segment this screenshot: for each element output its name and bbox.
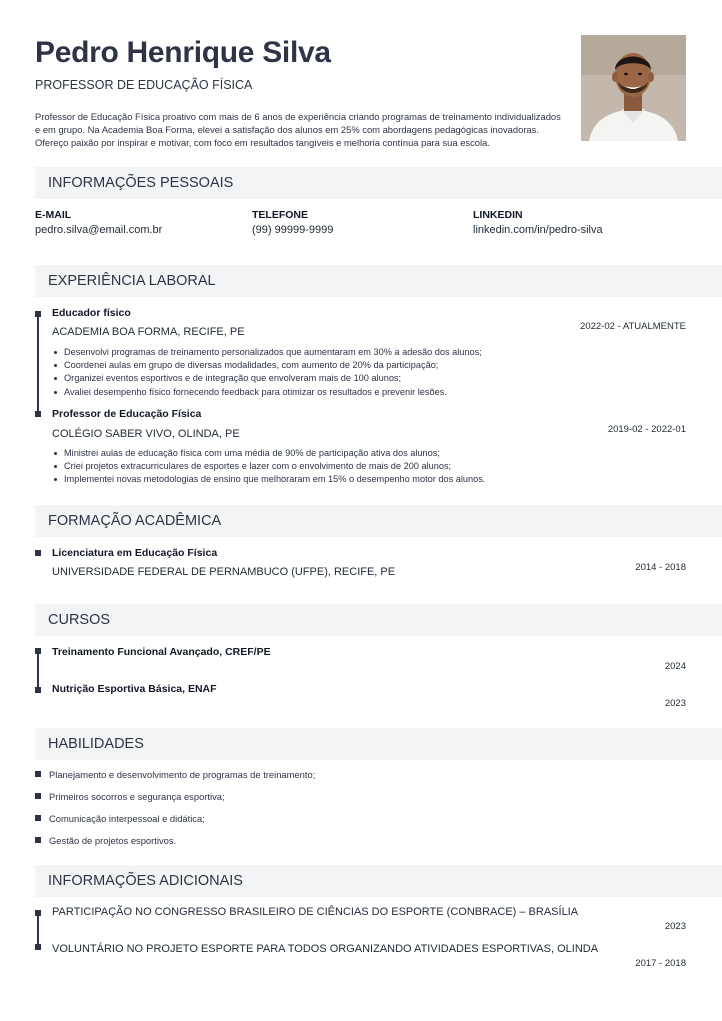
list-item: Criei projetos extracurriculares de esportes e lazer com o envolvimento de mais de 200 alunos;	[52, 460, 652, 473]
section-title: INFORMAÇÕES ADICIONAIS	[48, 873, 243, 889]
section-title: CURSOS	[48, 612, 111, 628]
list-item: Organizei eventos esportivos e de integração que envolveram mais de 100 alunos;	[52, 372, 652, 385]
profile-photo	[581, 35, 686, 141]
skill-text: Comunicação interpessoal e didática;	[49, 813, 205, 824]
section-title: EXPERIÊNCIA LABORAL	[48, 273, 216, 289]
school-name: UNIVERSIDADE FEDERAL DE PERNAMBUCO (UFPE), RECIFE, PE	[52, 566, 396, 578]
skill-text: Planejamento e desenvolvimento de programas de treinamento;	[49, 769, 316, 780]
section-header-courses	[35, 604, 722, 636]
course-year: 2024	[664, 661, 686, 672]
section-header-education	[35, 505, 722, 537]
skill-item	[35, 813, 205, 824]
job-company: COLÉGIO SABER VIVO, OLINDA, PE	[52, 428, 240, 440]
profile-summary: Professor de Educação Física proativo com mais de 6 anos de experiência criando programas de treinamento individualizados e em grupo. Na Academia Boa Forma, elevei a satisfação dos alunos em 25% com abordagens pedagógicas inovadoras. Ofereço paixão por inspirar e motivar, com foco em resultados tangíveis e melhoria contínua para sua escola.	[35, 111, 561, 149]
candidate-name: Pedro Henrique Silva	[35, 36, 331, 69]
bullet-square-icon	[35, 837, 41, 843]
job-achievements	[52, 447, 652, 487]
bullet-square-icon	[35, 815, 41, 821]
email-label: E-MAIL	[35, 209, 72, 221]
skill-text: Primeiros socorros e segurança esportiva;	[49, 791, 225, 802]
additional-item-date: 2017 - 2018	[635, 958, 686, 969]
linkedin-value: linkedin.com/in/pedro-silva	[473, 224, 603, 236]
skill-item	[35, 791, 225, 802]
profile-photo-image	[581, 35, 686, 141]
job-role: Professor de Educação Física	[52, 408, 202, 420]
email-value: pedro.silva@email.com.br	[35, 224, 163, 236]
timeline-marker	[35, 311, 41, 317]
timeline-marker	[35, 910, 41, 916]
section-title: INFORMAÇÕES PESSOAIS	[48, 175, 234, 191]
courses-timeline-line	[37, 649, 39, 690]
additional-timeline-line	[37, 911, 39, 947]
course-title: Treinamento Funcional Avançado, CREF/PE	[52, 646, 271, 658]
education-dates: 2014 - 2018	[635, 562, 686, 573]
list-item: Avaliei desempenho físico fornecendo feedback para otimizar os resultados e prevenir lesões.	[52, 386, 652, 399]
section-header-personal	[35, 167, 722, 199]
job-dates: 2022-02 - ATUALMENTE	[580, 321, 686, 332]
additional-item-text: PARTICIPAÇÃO NO CONGRESSO BRASILEIRO DE CIÊNCIAS DO ESPORTE (CONBRACE) – BRASÍLIA	[52, 906, 579, 918]
section-title: FORMAÇÃO ACADÊMICA	[48, 513, 222, 529]
phone-label: TELEFONE	[252, 209, 309, 221]
course-title: Nutrição Esportiva Básica, ENAF	[52, 683, 217, 695]
bullet-square-icon	[35, 771, 41, 777]
experience-timeline-line	[37, 312, 39, 414]
section-header-additional	[35, 865, 722, 897]
linkedin-label: LINKEDIN	[473, 209, 523, 221]
job-role: Educador físico	[52, 307, 131, 319]
additional-item-date: 2023	[664, 921, 686, 932]
list-item: Coordenei aulas em grupo de diversas modalidades, com aumento de 20% da participação;	[52, 359, 652, 372]
job-dates: 2019-02 - 2022-01	[607, 424, 686, 435]
phone-value: (99) 99999-9999	[252, 224, 334, 236]
skill-item	[35, 835, 176, 846]
skill-item	[35, 769, 315, 780]
job-achievements	[52, 346, 652, 399]
list-item: Ministrei aulas de educação física com uma média de 90% de participação ativa dos alunos;	[52, 447, 652, 460]
timeline-marker	[35, 648, 41, 654]
list-item: Implementei novas metodologias de ensino que melhoraram em 15% o desempenho motor dos alunos.	[52, 473, 652, 486]
timeline-marker	[35, 687, 41, 693]
job-company: ACADEMIA BOA FORMA, RECIFE, PE	[52, 326, 245, 338]
section-header-experience	[35, 265, 722, 297]
list-item: Desenvolvi programas de treinamento personalizados que aumentaram em 30% a adesão dos alunos;	[52, 346, 652, 359]
section-title: HABILIDADES	[48, 736, 144, 752]
timeline-marker	[35, 411, 41, 417]
timeline-marker	[35, 944, 41, 950]
job-title: PROFESSOR DE EDUCAÇÃO FÍSICA	[35, 78, 253, 92]
bullet-square-icon	[35, 793, 41, 799]
degree-title: Licenciatura em Educação Física	[52, 547, 218, 559]
skill-text: Gestão de projetos esportivos.	[49, 835, 177, 846]
course-year: 2023	[664, 698, 686, 709]
additional-item-text: VOLUNTÁRIO NO PROJETO ESPORTE PARA TODOS ORGANIZANDO ATIVIDADES ESPORTIVAS, OLINDA	[52, 943, 599, 955]
section-header-skills	[35, 728, 722, 760]
timeline-marker	[35, 550, 41, 556]
